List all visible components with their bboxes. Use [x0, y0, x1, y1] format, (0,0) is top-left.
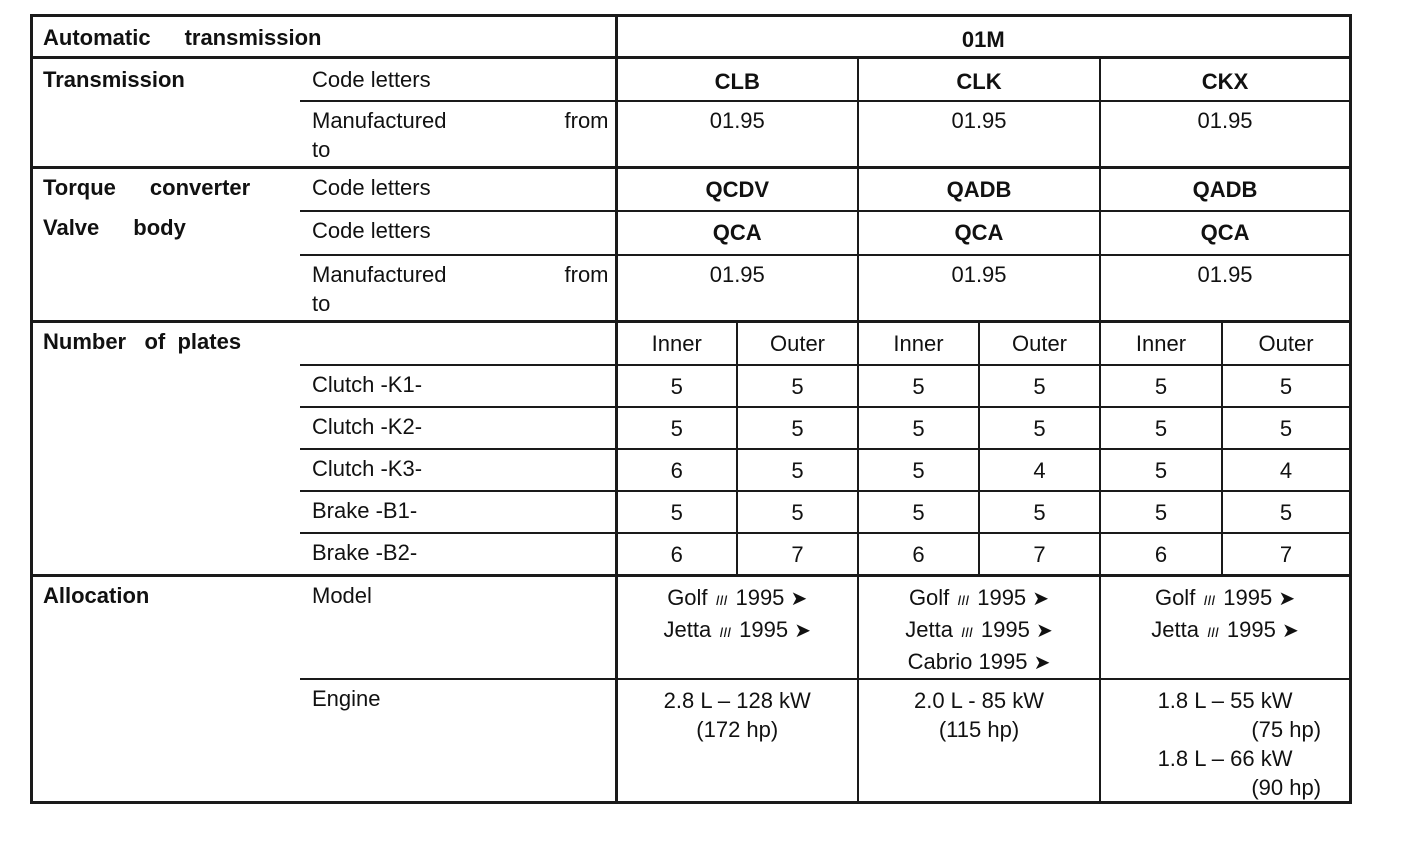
plates-row-label: Clutch -K2- [300, 407, 616, 449]
plate-count: 6 [1100, 533, 1222, 575]
plate-count: 5 [1222, 365, 1349, 407]
transmission-manufactured-label: Manufactured from to [300, 101, 616, 167]
torque-converter-row [33, 167, 1349, 211]
plate-count: 5 [1222, 491, 1349, 533]
allocation-model-label: Model [300, 575, 616, 679]
valve-body-code-letters-label: Code letters [300, 211, 616, 255]
valve-body-code-2: QCA [1100, 211, 1349, 255]
plate-count: 5 [858, 449, 979, 491]
header-row [33, 17, 1349, 57]
plate-count: 5 [737, 491, 858, 533]
spec-sheet [30, 14, 1352, 804]
plate-count: 4 [1222, 449, 1349, 491]
arrow-right-icon: ➤ [794, 619, 811, 642]
inner-header-0: Inner [616, 321, 737, 365]
plate-count: 5 [979, 365, 1100, 407]
plate-count: 5 [858, 365, 979, 407]
plate-count: 5 [737, 449, 858, 491]
plate-count: 4 [979, 449, 1100, 491]
engine-1: 2.0 L - 85 kW (115 hp) [858, 679, 1100, 802]
plate-count: 5 [858, 407, 979, 449]
transmission-code-2: CKX [1100, 57, 1349, 101]
plate-count: 6 [858, 533, 979, 575]
plate-count: 5 [979, 407, 1100, 449]
inner-header-2: Inner [1100, 321, 1222, 365]
plate-count: 5 [616, 491, 737, 533]
valve-body-manufactured-label: Manufactured from to [300, 255, 616, 321]
plate-count: 6 [616, 449, 737, 491]
header-model: 01M [616, 17, 1349, 57]
arrow-right-icon: ➤ [1278, 587, 1296, 610]
engine-2: 1.8 L – 55 kW (75 hp) 1.8 L – 66 kW (90 hp) [1100, 679, 1349, 802]
valve-body-from-date-0: 01.95 [616, 255, 858, 321]
plate-count: 6 [616, 533, 737, 575]
plate-count: 5 [616, 365, 737, 407]
transmission-code-letters-label: Code letters [300, 57, 616, 101]
valve-body-from-date-1: 01.95 [858, 255, 1100, 321]
torque-converter-code-letters-label: Code letters [300, 167, 616, 211]
valve-body-code-0: QCA [616, 211, 858, 255]
valve-body-label: Valve body [43, 215, 186, 240]
transmission-code-row [33, 57, 1349, 101]
model-line: Jetta III 1995 ➤ [905, 616, 1053, 642]
model-line: Jetta III 1995 ➤ [663, 616, 811, 642]
plate-count: 5 [1100, 407, 1222, 449]
arrow-right-icon: ➤ [1032, 587, 1050, 610]
plate-count: 5 [858, 491, 979, 533]
torque-converter-code-0: QCDV [616, 167, 858, 211]
plate-count: 7 [737, 533, 858, 575]
model-line: Golf III 1995 ➤ [667, 584, 808, 610]
plate-count: 5 [1100, 491, 1222, 533]
plates-label: Number of plates [33, 321, 300, 575]
outer-header-0: Outer [737, 321, 858, 365]
allocation-models-1 [858, 575, 1100, 679]
allocation-model-row [33, 575, 1349, 679]
plate-count: 5 [1222, 407, 1349, 449]
plate-count: 5 [737, 407, 858, 449]
model-line: Jetta III 1995 ➤ [1151, 616, 1299, 642]
transmission-label: Transmission [33, 57, 300, 167]
torque-converter-code-2: QADB [1100, 167, 1349, 211]
plate-count: 5 [1100, 365, 1222, 407]
transmission-code-1: CLK [858, 57, 1100, 101]
header-title: Automatic transmission [43, 25, 322, 50]
plate-count: 5 [616, 407, 737, 449]
arrow-right-icon: ➤ [1281, 619, 1299, 642]
plate-count: 7 [979, 533, 1100, 575]
plates-header-row [33, 321, 1349, 365]
plate-count: 7 [1222, 533, 1349, 575]
model-line: Golf III 1995 ➤ [908, 584, 1050, 610]
plates-row-label: Brake -B1- [300, 491, 616, 533]
inner-header-1: Inner [858, 321, 979, 365]
arrow-right-icon: ➤ [1035, 619, 1053, 642]
torque-converter-label: Torque converter [33, 167, 300, 211]
plates-row-label: Clutch -K1- [300, 365, 616, 407]
allocation-models-2 [1100, 575, 1349, 679]
outer-header-2: Outer [1222, 321, 1349, 365]
arrow-right-icon: ➤ [1033, 651, 1051, 674]
model-line: Golf III 1995 ➤ [1154, 584, 1296, 610]
transmission-from-date-0: 01.95 [616, 101, 858, 167]
outer-header-1: Outer [979, 321, 1100, 365]
torque-converter-code-1: QADB [858, 167, 1100, 211]
plates-row-label: Brake -B2- [300, 533, 616, 575]
transmission-from-date-2: 01.95 [1100, 101, 1349, 167]
plate-count: 5 [979, 491, 1100, 533]
allocation-engine-label: Engine [300, 679, 616, 802]
transmission-spec-table [33, 17, 1349, 802]
plates-header-blank [300, 321, 616, 365]
valve-body-code-row [33, 211, 1349, 255]
plate-count: 5 [1100, 449, 1222, 491]
allocation-models-0 [616, 575, 858, 679]
allocation-label: Allocation [33, 575, 300, 802]
valve-body-from-date-2: 01.95 [1100, 255, 1349, 321]
transmission-code-0: CLB [616, 57, 858, 101]
transmission-from-date-1: 01.95 [858, 101, 1100, 167]
valve-body-code-1: QCA [858, 211, 1100, 255]
engine-0: 2.8 L – 128 kW (172 hp) [616, 679, 858, 802]
arrow-right-icon: ➤ [790, 587, 808, 610]
plates-row-label: Clutch -K3- [300, 449, 616, 491]
model-line: Cabrio 1995 ➤ [907, 648, 1051, 674]
plate-count: 5 [737, 365, 858, 407]
